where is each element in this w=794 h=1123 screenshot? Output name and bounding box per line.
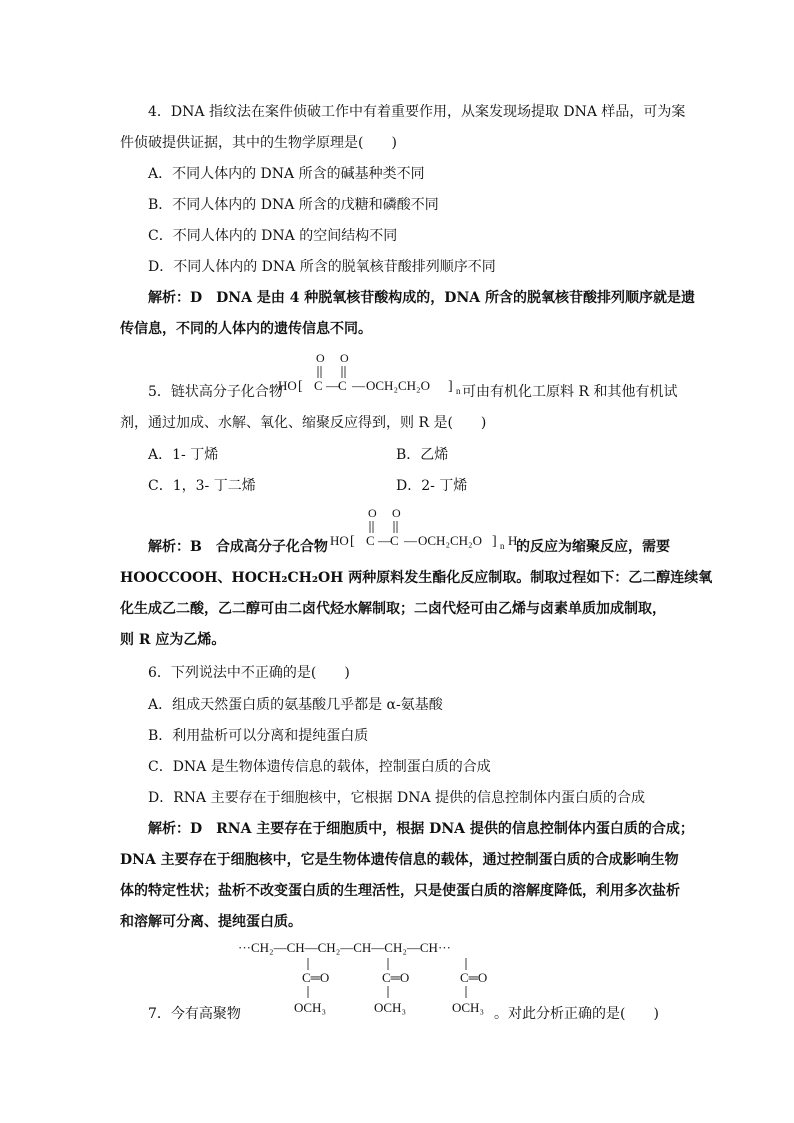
formula-oxygen-2: O [392,506,401,520]
formula-carbon-2: C [390,533,399,548]
q6-stem: 6．下列说法中不正确的是( ) [148,665,350,681]
polymer-methoxy-3: OCH₃ [452,1000,484,1015]
formula-carbon-1: C [314,378,323,393]
q5-stem-prefix: 5．链状高分子化合物 [148,384,283,400]
q4-stem-line1: 4．DNA 指纹法在案件侦破工作中有着重要作用，从案发现场提取 DNA 样品，可为案 [148,104,686,120]
q7-polymer-structure [232,936,502,1020]
polymer-carbonyl-3: C═O [460,970,488,985]
q5-formula-analysis [328,503,520,557]
q4-analysis-line2: 传信息，不同的人体内的遗传信息不同。 [120,321,372,337]
q7-stem-prefix: 7．今有高聚物 [148,1006,241,1022]
q5-stem-line2: 剂，通过加成、水解、氧化、缩聚反应得到，则 R 是( ) [120,415,487,431]
formula-subscript-n: n [500,541,505,551]
q5-option-b: B．乙烯 [396,447,449,463]
formula-h: H [508,533,518,548]
q6-option-b: B．利用盐析可以分离和提纯蛋白质 [148,728,369,744]
formula-oxygen-1: O [316,351,325,365]
formula-bracket-left: [ [298,379,303,394]
polymer-chain: ···CH₂—CH—CH₂—CH—CH₂—CH··· [238,940,451,955]
q5-option-d: D．2- 丁烯 [396,478,468,494]
formula-dash: — [326,378,339,393]
q5-option-c: C．1，3- 丁二烯 [148,478,256,494]
formula-bracket-right: ] [492,534,497,549]
polymer-methoxy-2: OCH₃ [374,1000,406,1015]
q4-option-a: A．不同人体内的 DNA 所含的碱基种类不同 [148,166,425,182]
formula-carbon-2: C [338,378,347,393]
q5-stem-suffix: 可由有机化工原料 R 和其他有机试 [462,384,678,400]
q5-formula-stem [276,348,476,402]
formula-bracket-right: ] [448,379,453,394]
q5-analysis-line2: HOOCCOOH、HOCH₂CH₂OH 两种原料发生酯化反应制取。制取过程如下：乙二醇连续氧 [120,570,713,586]
q4-analysis-line1: 解析：D DNA 是由 4 种脱氧核苷酸构成的，DNA 所含的脱氧核苷酸排列顺序就是遗 [148,290,695,306]
formula-bracket-left: [ [350,534,355,549]
q6-analysis-line3: 体的特定性状；盐析不改变蛋白质的生理活性，只是使蛋白质的溶解度降低，利用多次盐析 [120,883,680,899]
q5-option-a: A．1- 丁烯 [148,447,219,463]
formula-tail: OCH₂CH₂O [418,533,482,548]
q6-option-a: A．组成天然蛋白质的氨基酸几乎都是 α-氨基酸 [148,697,443,713]
q4-option-c: C．不同人体内的 DNA 的空间结构不同 [148,228,398,244]
formula-oxygen-2: O [340,351,349,365]
polymer-carbonyl-1: C═O [302,970,330,985]
q4-option-b: B．不同人体内的 DNA 所含的戊糖和磷酸不同 [148,197,439,213]
formula-dash: — [378,533,391,548]
q4-option-d: D．不同人体内的 DNA 所含的脱氧核苷酸排列顺序不同 [148,259,496,275]
formula-ho: HO [330,533,349,548]
formula-dash: — [404,533,417,548]
q6-analysis-line1: 解析：D RNA 主要存在于细胞质中，根据 DNA 提供的信息控制体内蛋白质的合成； [148,821,694,837]
q6-analysis-line4: 和溶解可分离、提纯蛋白质。 [120,914,302,930]
formula-ho: HO [278,378,297,393]
q6-option-c: C．DNA 是生物体遗传信息的载体，控制蛋白质的合成 [148,759,491,775]
q4-stem-line2: 件侦破提供证据，其中的生物学原理是( ) [120,135,397,151]
q5-analysis-suffix: 的反应为缩聚反应，需要 [516,539,670,555]
q5-analysis-line3: 化生成乙二酸，乙二醇可由二卤代烃水解制取；二卤代烃可由乙烯与卤素单质加成制取， [120,601,666,617]
q7-stem-suffix: 。对此分析正确的是( ) [494,1006,659,1022]
q5-analysis-prefix: 解析：B 合成高分子化合物 [148,539,328,555]
polymer-carbonyl-2: C═O [382,970,410,985]
q6-option-d: D．RNA 主要存在于细胞核中，它根据 DNA 提供的信息控制体内蛋白质的合成 [148,790,646,806]
formula-dash: — [352,378,365,393]
polymer-methoxy-1: OCH₃ [294,1000,326,1015]
formula-subscript-n: n [456,386,461,396]
formula-carbon-1: C [366,533,375,548]
formula-oxygen-1: O [368,506,377,520]
formula-tail: OCH₂CH₂O [366,378,430,393]
q6-analysis-line2: DNA 主要存在于细胞核中，它是生物体遗传信息的载体，通过控制蛋白质的合成影响生物 [120,852,679,868]
q5-analysis-line4: 则 R 应为乙烯。 [120,632,226,648]
